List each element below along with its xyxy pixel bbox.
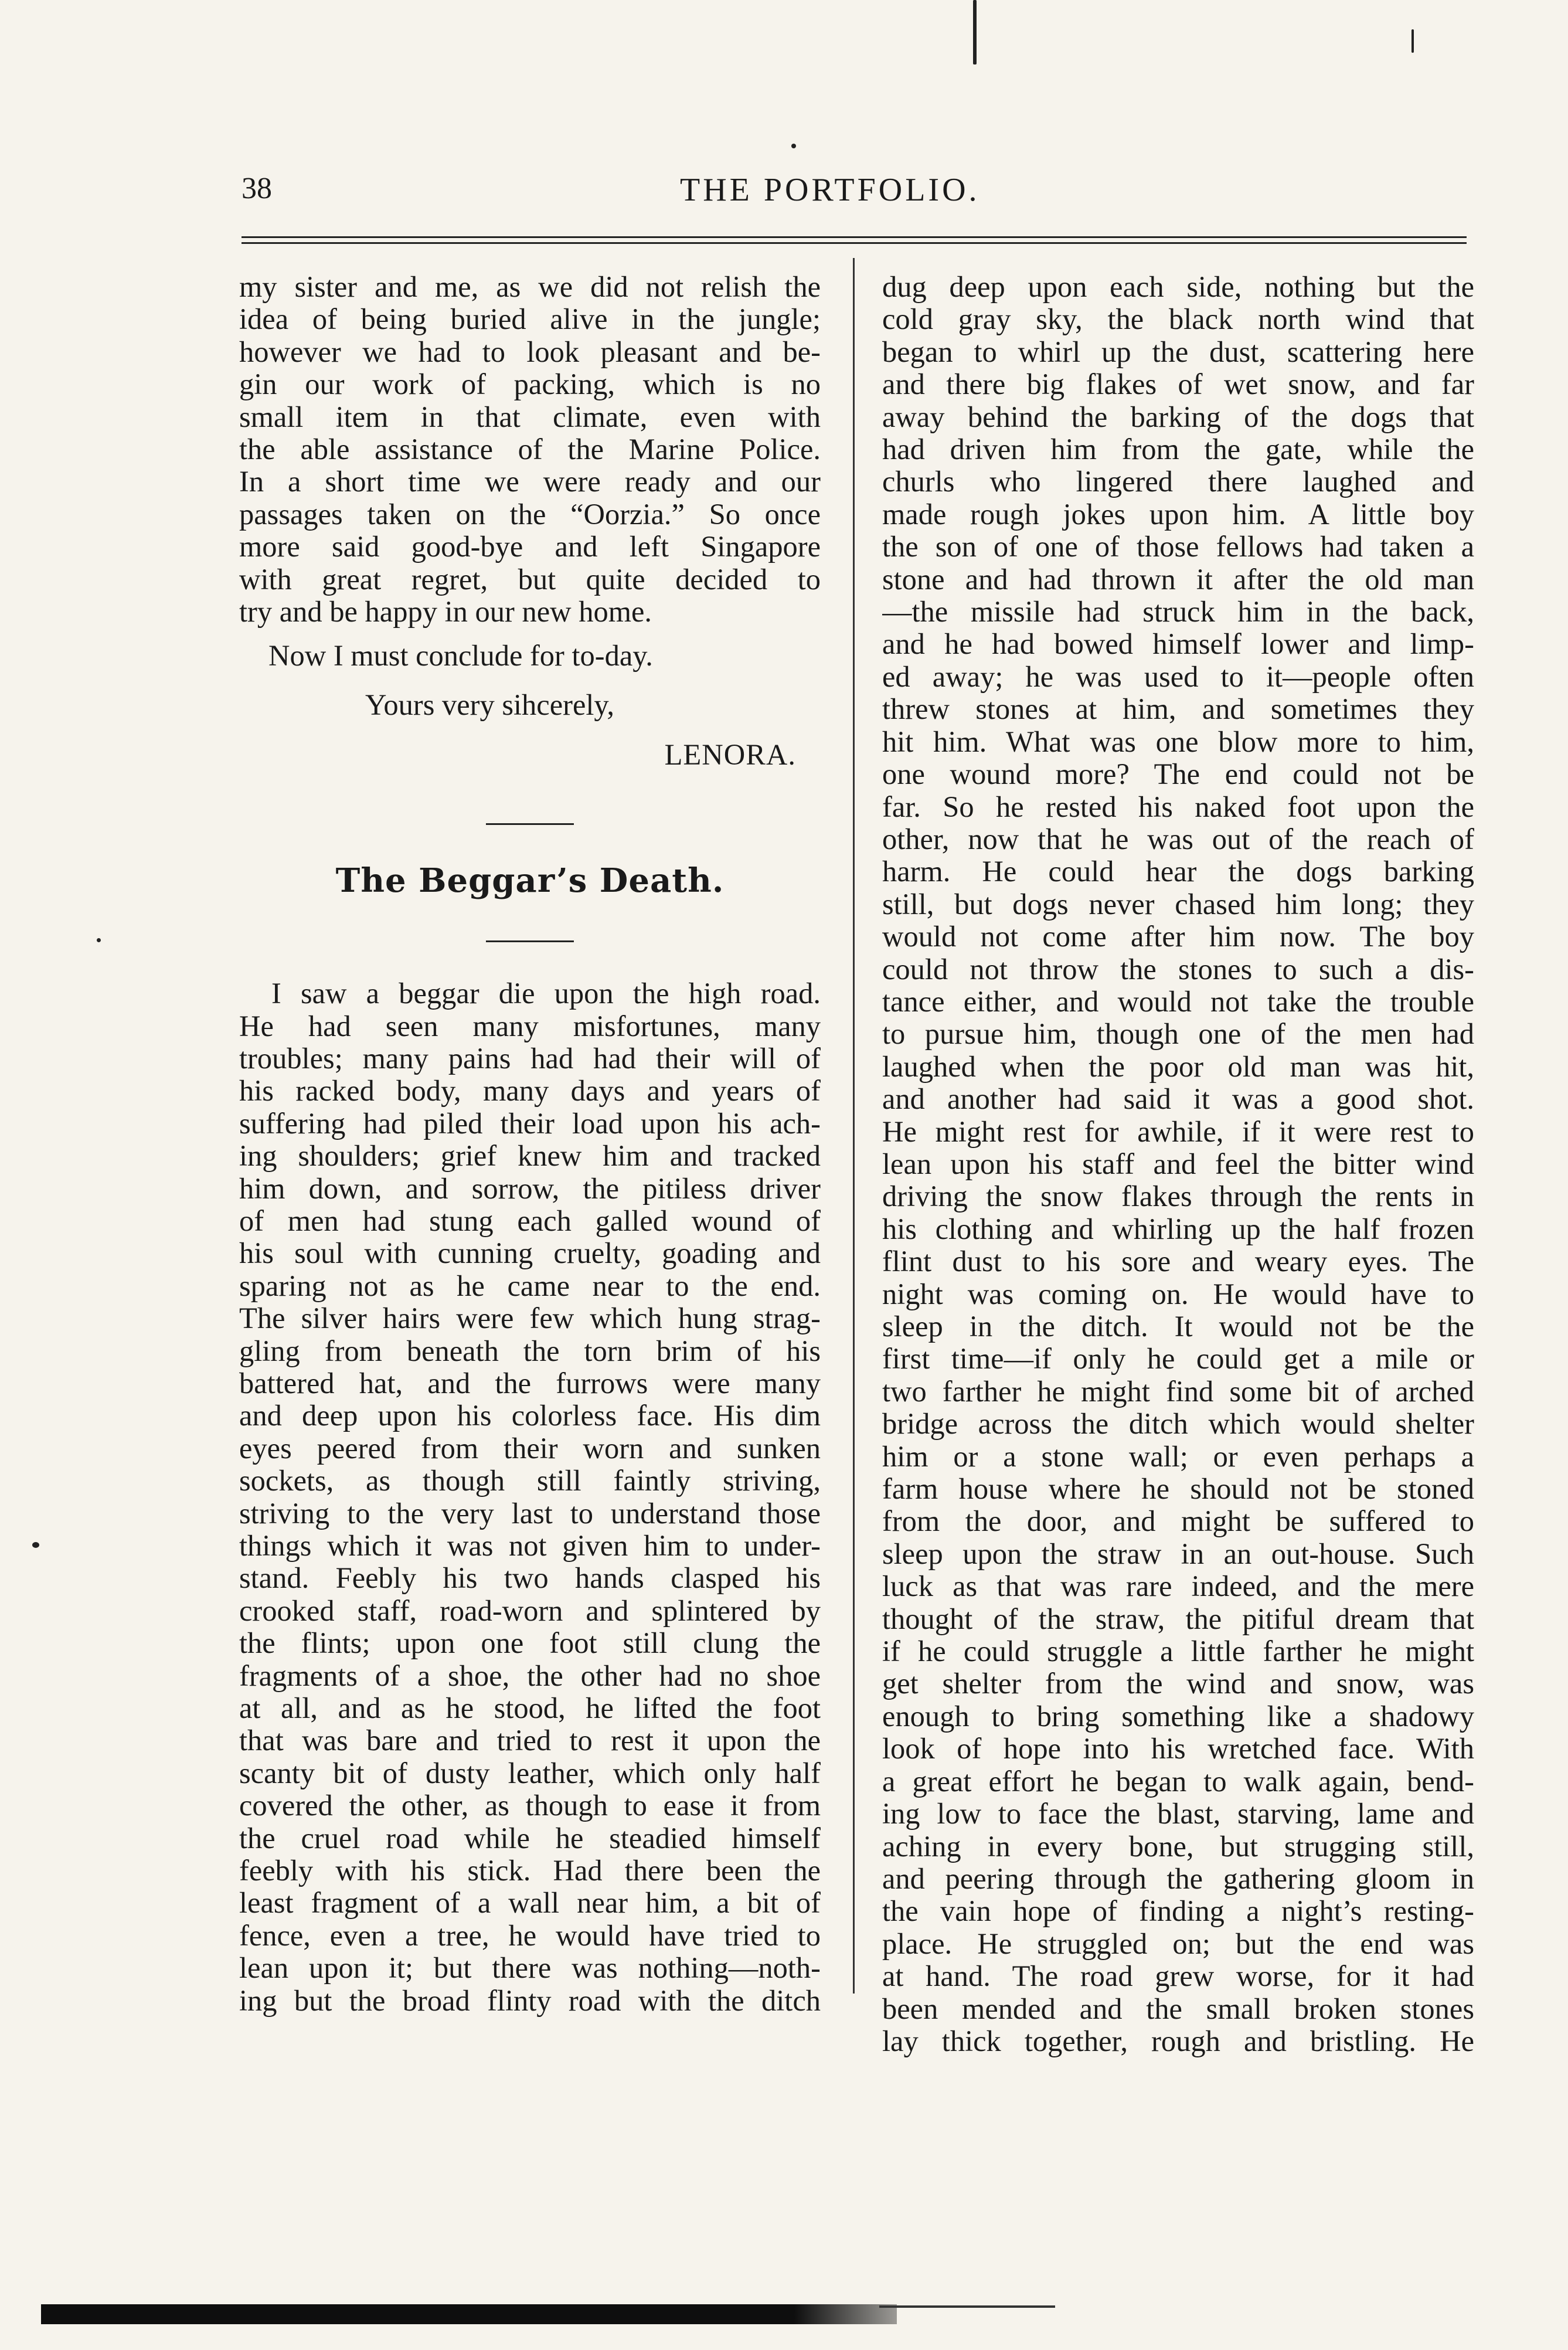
- text-line: get shelter from the wind and snow, was: [882, 1668, 1474, 1700]
- text-line: hit him. What was one blow more to him,: [882, 725, 1474, 758]
- text-line: fence, even a tree, he would have tried to: [239, 1919, 821, 1952]
- text-line: away behind the barking of the dogs that: [882, 400, 1474, 433]
- text-line: and he had bowed himself lower and limp-: [882, 628, 1474, 661]
- scan-speck: [97, 938, 101, 942]
- scan-edge-bar: [41, 2304, 897, 2324]
- article-body-continued: [882, 271, 1474, 2057]
- text-line: made rough jokes upon him. A little boy: [882, 498, 1474, 531]
- text-line: one wound more? The end could not be: [882, 758, 1474, 791]
- text-line: him or a stone wall; or even perhaps a: [882, 1440, 1474, 1473]
- letter-paragraph: [239, 271, 821, 628]
- text-line: lay thick together, rough and bristling. He: [882, 2025, 1474, 2057]
- text-line: from the door, and might be suffered to: [882, 1505, 1474, 1538]
- text-line: lean upon it; but there was nothing—noth-: [239, 1952, 821, 1985]
- page-number: 38: [242, 172, 272, 205]
- header-rule: [242, 236, 1467, 244]
- text-line: the able assistance of the Marine Police.: [239, 433, 821, 466]
- text-line: and peering through the gathering gloom in: [882, 1862, 1474, 1895]
- text-line: gin our work of packing, which is no: [239, 368, 821, 401]
- text-line: He had seen many misfortunes, many: [239, 1010, 821, 1042]
- text-line: to pursue him, though one of the men had: [882, 1018, 1474, 1051]
- text-line: churls who lingered there laughed and: [882, 466, 1474, 498]
- text-line: however we had to look pleasant and be-: [239, 335, 821, 368]
- text-line: scanty bit of dusty leather, which only half: [239, 1757, 821, 1789]
- title-divider: [486, 940, 574, 942]
- text-line: ing low to face the blast, starving, lame and: [882, 1798, 1474, 1831]
- text-line: and there big flakes of wet snow, and far: [882, 368, 1474, 401]
- text-line: that was bare and tried to rest it upon the: [239, 1724, 821, 1757]
- text-line: far. So he rested his naked foot upon the: [882, 790, 1474, 823]
- text-line: sockets, as though still faintly striving,: [239, 1465, 821, 1497]
- text-line: sleep in the ditch. It would not be the: [882, 1310, 1474, 1343]
- signature: LENORA.: [664, 738, 796, 772]
- text-line: thought of the straw, the pitiful dream that: [882, 1602, 1474, 1635]
- text-line: try and be happy in our new home.: [239, 596, 652, 629]
- text-line: luck as that was rare indeed, and the mere: [882, 1570, 1474, 1603]
- text-line: cold gray sky, the black north wind that: [882, 303, 1474, 336]
- text-line: look of hope into his wretched face. With: [882, 1733, 1474, 1765]
- text-line: troubles; many pains had had their will of: [239, 1042, 821, 1075]
- text-line: night was coming on. He would have to: [882, 1278, 1474, 1310]
- text-line: could not throw the stones to such a dis-: [882, 953, 1474, 986]
- text-line: things which it was not given him to under-: [239, 1530, 821, 1562]
- text-line: his racked body, many days and years of: [239, 1075, 821, 1108]
- text-line: least fragment of a wall near him, a bit of: [239, 1887, 821, 1920]
- text-line: place. He struggled on; but the end was: [882, 1927, 1474, 1960]
- text-line: small item in that climate, even with: [239, 400, 821, 433]
- text-line: —the missile had struck him in the back,: [882, 596, 1474, 629]
- text-line: would not come after him now. The boy: [882, 921, 1474, 953]
- article-body: [239, 977, 821, 2017]
- scan-speck: [791, 144, 796, 148]
- text-line: battered hat, and the furrows were many: [239, 1367, 821, 1400]
- text-line: covered the other, as though to ease it from: [239, 1789, 821, 1822]
- text-line: flint dust to his sore and weary eyes. The: [882, 1245, 1474, 1278]
- text-line: bridge across the ditch which would shelter: [882, 1408, 1474, 1441]
- text-line: feebly with his stick. Had there been the: [239, 1855, 821, 1887]
- scan-mark: [1411, 29, 1414, 53]
- text-line: and deep upon his colorless face. His dim: [239, 1400, 821, 1432]
- text-line: stand. Feebly his two hands clasped his: [239, 1562, 821, 1595]
- text-line: began to whirl up the dust, scattering here: [882, 335, 1474, 368]
- closing-line: Now I must conclude for to-day.: [268, 639, 653, 673]
- text-line: my sister and me, as we did not relish the: [239, 271, 821, 303]
- text-line: He might rest for awhile, if it were rest to: [882, 1115, 1474, 1148]
- text-line: had driven him from the gate, while the: [882, 433, 1474, 466]
- text-line: his clothing and whirling up the half frozen: [882, 1213, 1474, 1245]
- text-line: him down, and sorrow, the pitiless driver: [239, 1172, 821, 1205]
- scan-edge-line: [879, 2305, 1055, 2308]
- text-line: ing but the broad flinty road with the ditch: [239, 1984, 821, 2017]
- scan-speck: [32, 1542, 39, 1548]
- valediction: Yours very sihcerely,: [365, 688, 614, 721]
- text-line: first time—if only he could get a mile or: [882, 1343, 1474, 1376]
- text-line: idea of being buried alive in the jungle;: [239, 303, 821, 336]
- text-line: with great regret, but quite decided to: [239, 563, 821, 596]
- text-line: more said good-bye and left Singapore: [239, 531, 821, 563]
- text-line: ing shoulders; grief knew him and tracked: [239, 1140, 821, 1173]
- text-line: threw stones at him, and sometimes they: [882, 693, 1474, 726]
- text-line: been mended and the small broken stones: [882, 1992, 1474, 2025]
- text-line: other, now that he was out of the reach of: [882, 823, 1474, 855]
- text-line: harm. He could hear the dogs barking: [882, 855, 1474, 888]
- text-line: fragments of a shoe, the other had no shoe: [239, 1659, 821, 1692]
- text-line: two farther he might find some bit of arched: [882, 1375, 1474, 1408]
- text-line: a great effort he began to walk again, bend-: [882, 1765, 1474, 1798]
- text-line: The silver hairs were few which hung strag-: [239, 1302, 821, 1335]
- text-line: laughed when the poor old man was hit,: [882, 1050, 1474, 1083]
- text-line: eyes peered from their worn and sunken: [239, 1432, 821, 1465]
- text-line: sleep upon the straw in an out-house. Such: [882, 1537, 1474, 1570]
- text-line: sparing not as he came near to the end.: [239, 1269, 821, 1302]
- text-line: lean upon his staff and feel the bitter wind: [882, 1147, 1474, 1180]
- text-line: and another had said it was a good shot.: [882, 1083, 1474, 1116]
- text-line: the flints; upon one foot still clung the: [239, 1627, 821, 1660]
- text-line: tance either, and would not take the trouble: [882, 985, 1474, 1018]
- text-line: still, but dogs never chased him long; they: [882, 888, 1474, 921]
- scan-mark: [973, 0, 977, 64]
- text-line: dug deep upon each side, nothing but the: [882, 271, 1474, 303]
- text-line: crooked staff, road-worn and splintered by: [239, 1594, 821, 1627]
- text-line: at hand. The road grew worse, for it had: [882, 1960, 1474, 1993]
- text-line: passages taken on the “Oorzia.” So once: [239, 498, 821, 531]
- text-line: striving to the very last to understand those: [239, 1497, 821, 1530]
- text-line: driving the snow flakes through the rents in: [882, 1180, 1474, 1213]
- text-line: his soul with cunning cruelty, goading and: [239, 1237, 821, 1270]
- text-line: at all, and as he stood, he lifted the foot: [239, 1692, 821, 1725]
- text-line: the son of one of those fellows had taken a: [882, 531, 1474, 563]
- right-column: [882, 271, 1474, 2057]
- text-line: the vain hope of finding a night’s resting-: [882, 1895, 1474, 1928]
- text-line: the cruel road while he steadied himself: [239, 1822, 821, 1855]
- text-line: of men had stung each galled wound of: [239, 1204, 821, 1237]
- column-divider: [853, 258, 855, 1994]
- page-title: THE PORTFOLIO.: [680, 172, 980, 208]
- text-line: enough to bring something like a shadowy: [882, 1700, 1474, 1733]
- text-line: suffering had piled their load upon his ach-: [239, 1107, 821, 1140]
- text-line: stone and had thrown it after the old man: [882, 563, 1474, 596]
- text-line: gling from beneath the torn brim of his: [239, 1334, 821, 1367]
- text-line: In a short time we were ready and our: [239, 466, 821, 498]
- article-title: The Beggar’s Death.: [335, 861, 725, 900]
- text-line: farm house where he should not be stoned: [882, 1473, 1474, 1506]
- text-line: if he could struggle a little farther he might: [882, 1635, 1474, 1668]
- text-line: I saw a beggar die upon the high road.: [271, 977, 821, 1010]
- section-divider: [486, 823, 574, 825]
- text-line: ed away; he was used to it—people often: [882, 660, 1474, 693]
- text-line: aching in every bone, but strugging still,: [882, 1830, 1474, 1863]
- left-column: [239, 271, 821, 2017]
